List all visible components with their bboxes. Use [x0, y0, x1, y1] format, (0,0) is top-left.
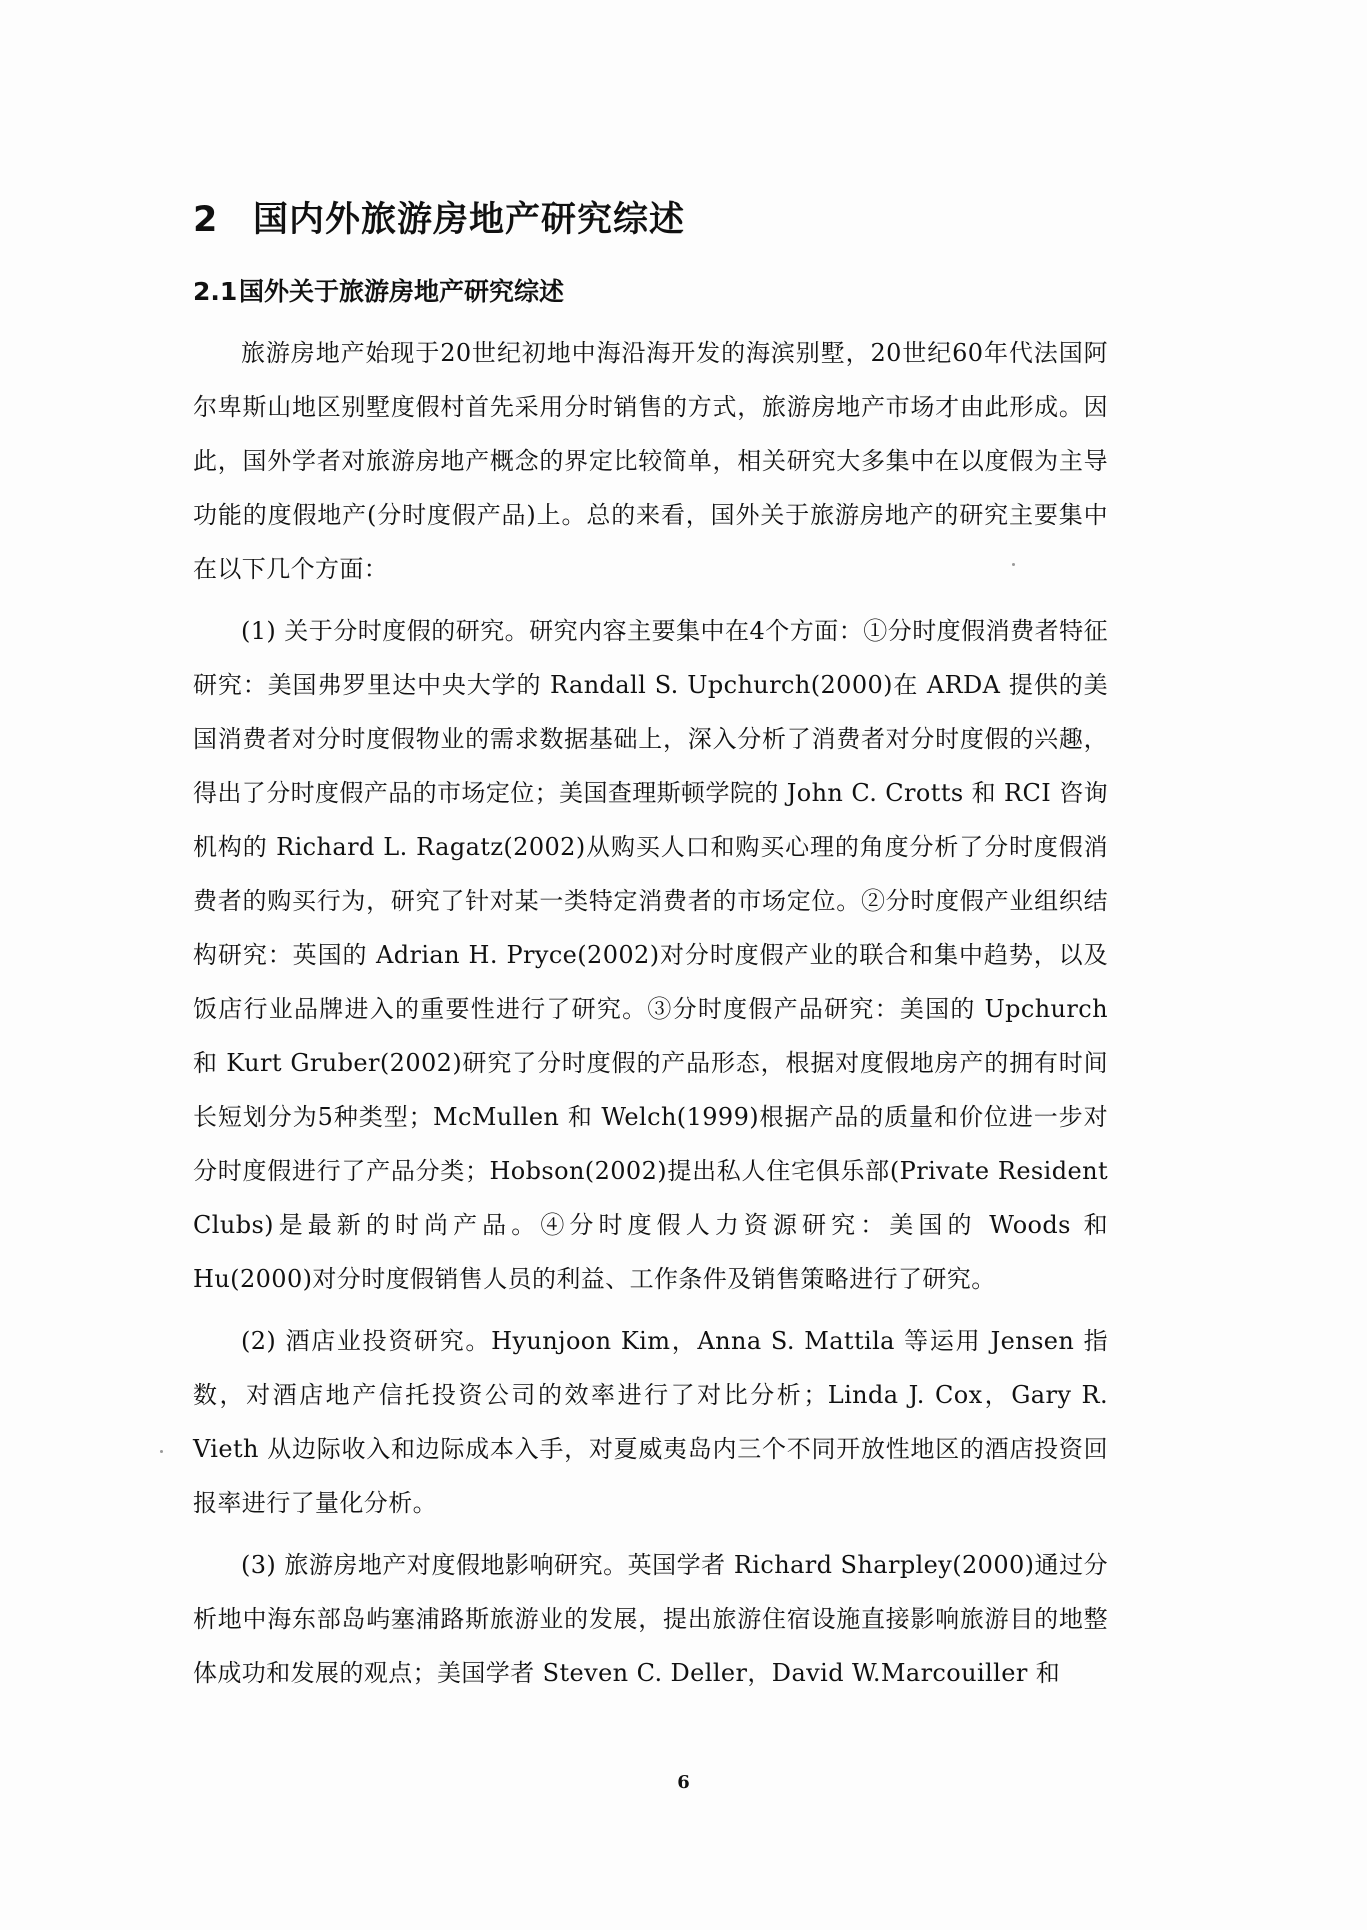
page-number: 6 — [677, 1772, 690, 1793]
body-text — [193, 326, 1108, 1708]
chapter-heading — [193, 192, 685, 242]
scan-speck — [1012, 563, 1015, 566]
paragraph-resort-impact: (3) 旅游房地产对度假地影响研究。英国学者 Richard Sharpley(2000)通过分析地中海东部岛屿塞浦路斯旅游业的发展，提出旅游住宿设施直接影响旅游目的地整体成功和发展的观点；美国学者 Steven C. Deller，David W.Marcouiller 和 — [193, 1551, 1108, 1687]
chapter-title: 国内外旅游房地产研究综述 — [253, 200, 686, 240]
section-title: 国外关于旅游房地产研究综述 — [239, 277, 565, 306]
paragraph-intro: 旅游房地产始现于20世纪初地中海沿海开发的海滨别墅，20世纪60年代法国阿尔卑斯山地区别墅度假村首先采用分时销售的方式，旅游房地产市场才由此形成。因此，国外学者对旅游房地产概念的界定比较简单，相关研究大多集中在以度假为主导功能的度假地产(分时度假产品)上。总的来看，国外关于旅游房地产的研究主要集中在以下几个方面： — [193, 339, 1108, 583]
paragraph-hotel-investment: (2) 酒店业投资研究。Hyunjoon Kim，Anna S. Mattila 等运用 Jensen 指数，对酒店地产信托投资公司的效率进行了对比分析；Linda J. Cox，Gary R. Vieth 从边际收入和边际成本入手，对夏威夷岛内三个不同开放性地区的酒店投资回报率进行了量化分析。 — [193, 1327, 1108, 1517]
chapter-number: 2 — [193, 200, 219, 240]
section-heading — [193, 272, 564, 308]
scan-speck — [160, 1450, 163, 1453]
section-number: 2.1 — [193, 277, 238, 306]
paragraph-timeshare: (1) 关于分时度假的研究。研究内容主要集中在4个方面：①分时度假消费者特征研究：美国弗罗里达中央大学的 Randall S. Upchurch(2000)在 ARDA 提供的美国消费者对分时度假物业的需求数据基础上，深入分析了消费者对分时度假的兴趣，得出了分时度假产品的市场定位；美国查理斯顿学院的 John C. Crotts 和 RCI 咨询机构的 Richard L. Ragatz(2002)从购买人口和购买心理的角度分析了分时度假消费者的购买行为，研究了针对某一类特定消费者的市场定位。②分时度假产业组织结构研究：英国的 Adrian H. Pryce(2002)对分时度假产业的联合和集中趋势，以及饭店行业品牌进入的重要性进行了研究。③分时度假产品研究：美国的 Upchurch 和 Kurt Gruber(2002)研究了分时度假的产品形态，根据对度假地房产的拥有时间长短划分为5种类型；McMullen 和 Welch(1999)根据产品的质量和价位进一步对分时度假进行了产品分类；Hobson(2002)提出私人住宅俱乐部(Private Resident Clubs)是最新的时尚产品。④分时度假人力资源研究：美国的 Woods 和 Hu(2000)对分时度假销售人员的利益、工作条件及销售策略进行了研究。 — [193, 617, 1108, 1293]
